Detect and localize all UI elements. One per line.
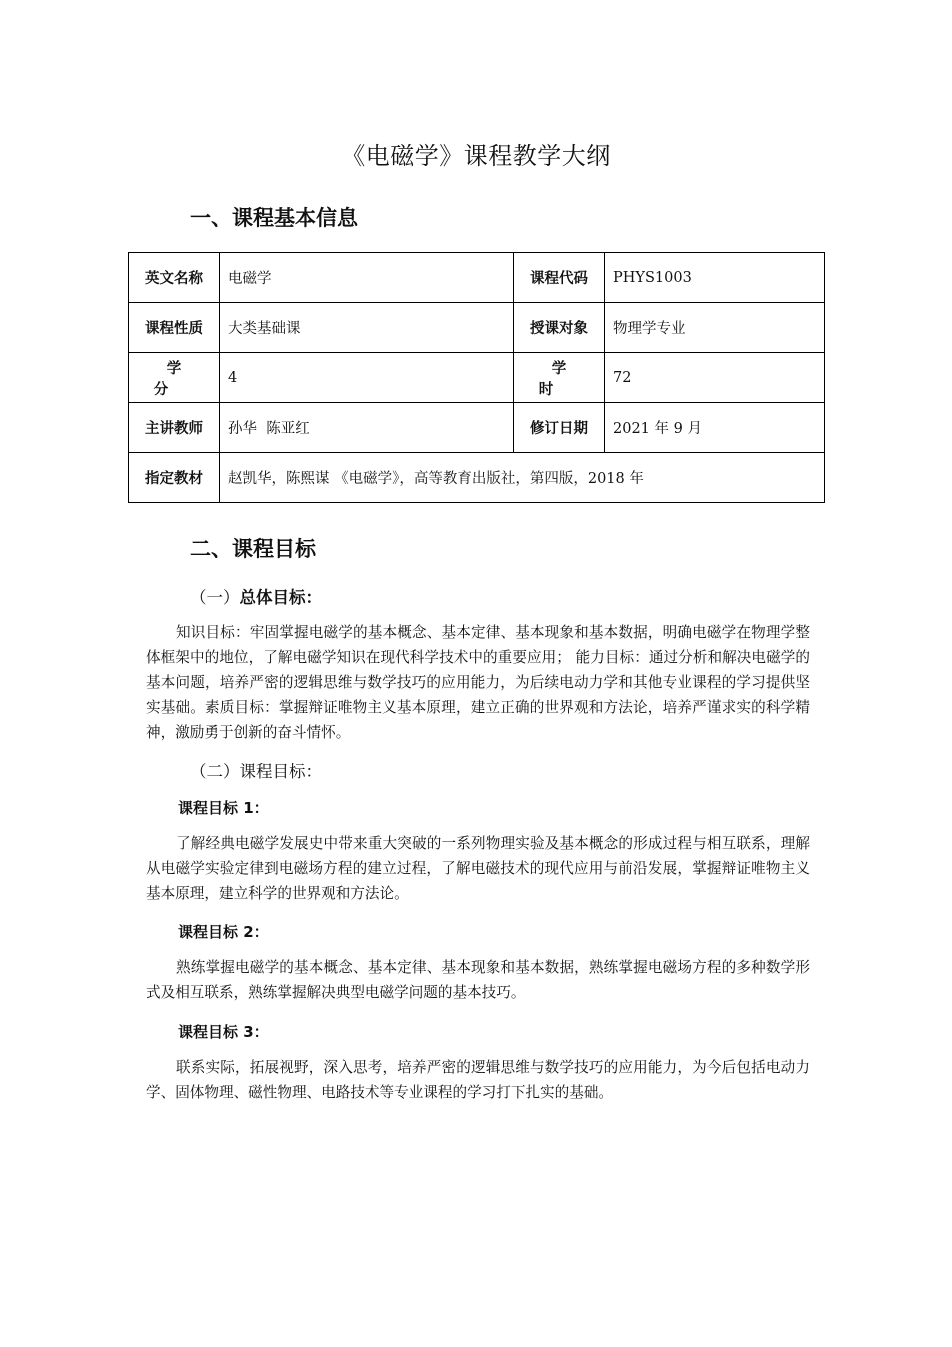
document-title: 《电磁学》课程教学大纲 xyxy=(341,142,611,170)
label-credits: 学分 xyxy=(129,353,220,403)
course-info-table xyxy=(128,252,825,503)
table-row xyxy=(129,303,825,353)
label-english-name: 英文名称 xyxy=(129,253,220,303)
table-row xyxy=(129,253,825,303)
value-audience: 物理学专业 xyxy=(605,303,825,353)
goal-2-heading: 课程目标 2： xyxy=(178,923,269,941)
value-textbook: 赵凯华，陈熙谋 《电磁学》，高等教育出版社，第四版，2018 年 xyxy=(220,453,825,503)
goal-1-heading: 课程目标 1： xyxy=(178,799,269,817)
goal-3-heading: 课程目标 3： xyxy=(178,1023,269,1041)
label-textbook: 指定教材 xyxy=(129,453,220,503)
value-course-code: PHYS1003 xyxy=(605,253,825,303)
table-row xyxy=(129,453,825,503)
table-row xyxy=(129,353,825,403)
label-instructor: 主讲教师 xyxy=(129,403,220,453)
value-english-name: 电磁学 xyxy=(220,253,514,303)
overall-goal-prefix: （一） xyxy=(190,588,240,607)
goal-2-text: 熟练掌握电磁学的基本概念、基本定律、基本现象和基本数据，熟练掌握电磁场方程的多种数学形式及相互联系，熟练掌握解决典型电磁学问题的基本技巧。 xyxy=(146,959,810,1001)
overall-goal-heading xyxy=(190,584,322,608)
overall-goal-text: 知识目标：牢固掌握电磁学的基本概念、基本定律、基本现象和基本数据，明确电磁学在物理学整体框架中的地位，了解电磁学知识在现代科学技术中的重要应用； 能力目标：通过分析和解决电磁学的基本问题，培养严密的逻辑思维与数学技巧的应用能力，为后续电动力学和其他专业课程的学习提供坚实基础。素质目标：掌握辩证唯物主义基本原理，建立正确的世界观和方法论，培养严谨求实的科学精神，激励勇于创新的奋斗情怀。 xyxy=(146,624,810,741)
label-revision-date: 修订日期 xyxy=(514,403,605,453)
course-goals-heading: （二）课程目标： xyxy=(190,762,322,781)
label-course-code: 课程代码 xyxy=(514,253,605,303)
table-row xyxy=(129,403,825,453)
overall-goal-title: 总体目标： xyxy=(239,588,322,607)
value-hours: 72 xyxy=(605,353,825,403)
section-goals-heading: 二、课程目标 xyxy=(190,537,316,561)
section-basic-info-heading: 一、课程基本信息 xyxy=(190,206,358,230)
label-audience: 授课对象 xyxy=(514,303,605,353)
label-course-type: 课程性质 xyxy=(129,303,220,353)
goal-3-text: 联系实际，拓展视野，深入思考，培养严密的逻辑思维与数学技巧的应用能力，为今后包括电动力学、固体物理、磁性物理、电路技术等专业课程的学习打下扎实的基础。 xyxy=(146,1059,810,1101)
value-instructor: 孙华 陈亚红 xyxy=(220,403,514,453)
goal-1-text: 了解经典电磁学发展史中带来重大突破的一系列物理实验及基本概念的形成过程与相互联系，理解从电磁学实验定律到电磁场方程的建立过程，了解电磁技术的现代应用与前沿发展，掌握辩证唯物主义基本原理，建立科学的世界观和方法论。 xyxy=(146,835,810,902)
value-course-type: 大类基础课 xyxy=(220,303,514,353)
value-revision-date: 2021 年 9 月 xyxy=(605,403,825,453)
label-hours: 学时 xyxy=(514,353,605,403)
value-credits: 4 xyxy=(220,353,514,403)
